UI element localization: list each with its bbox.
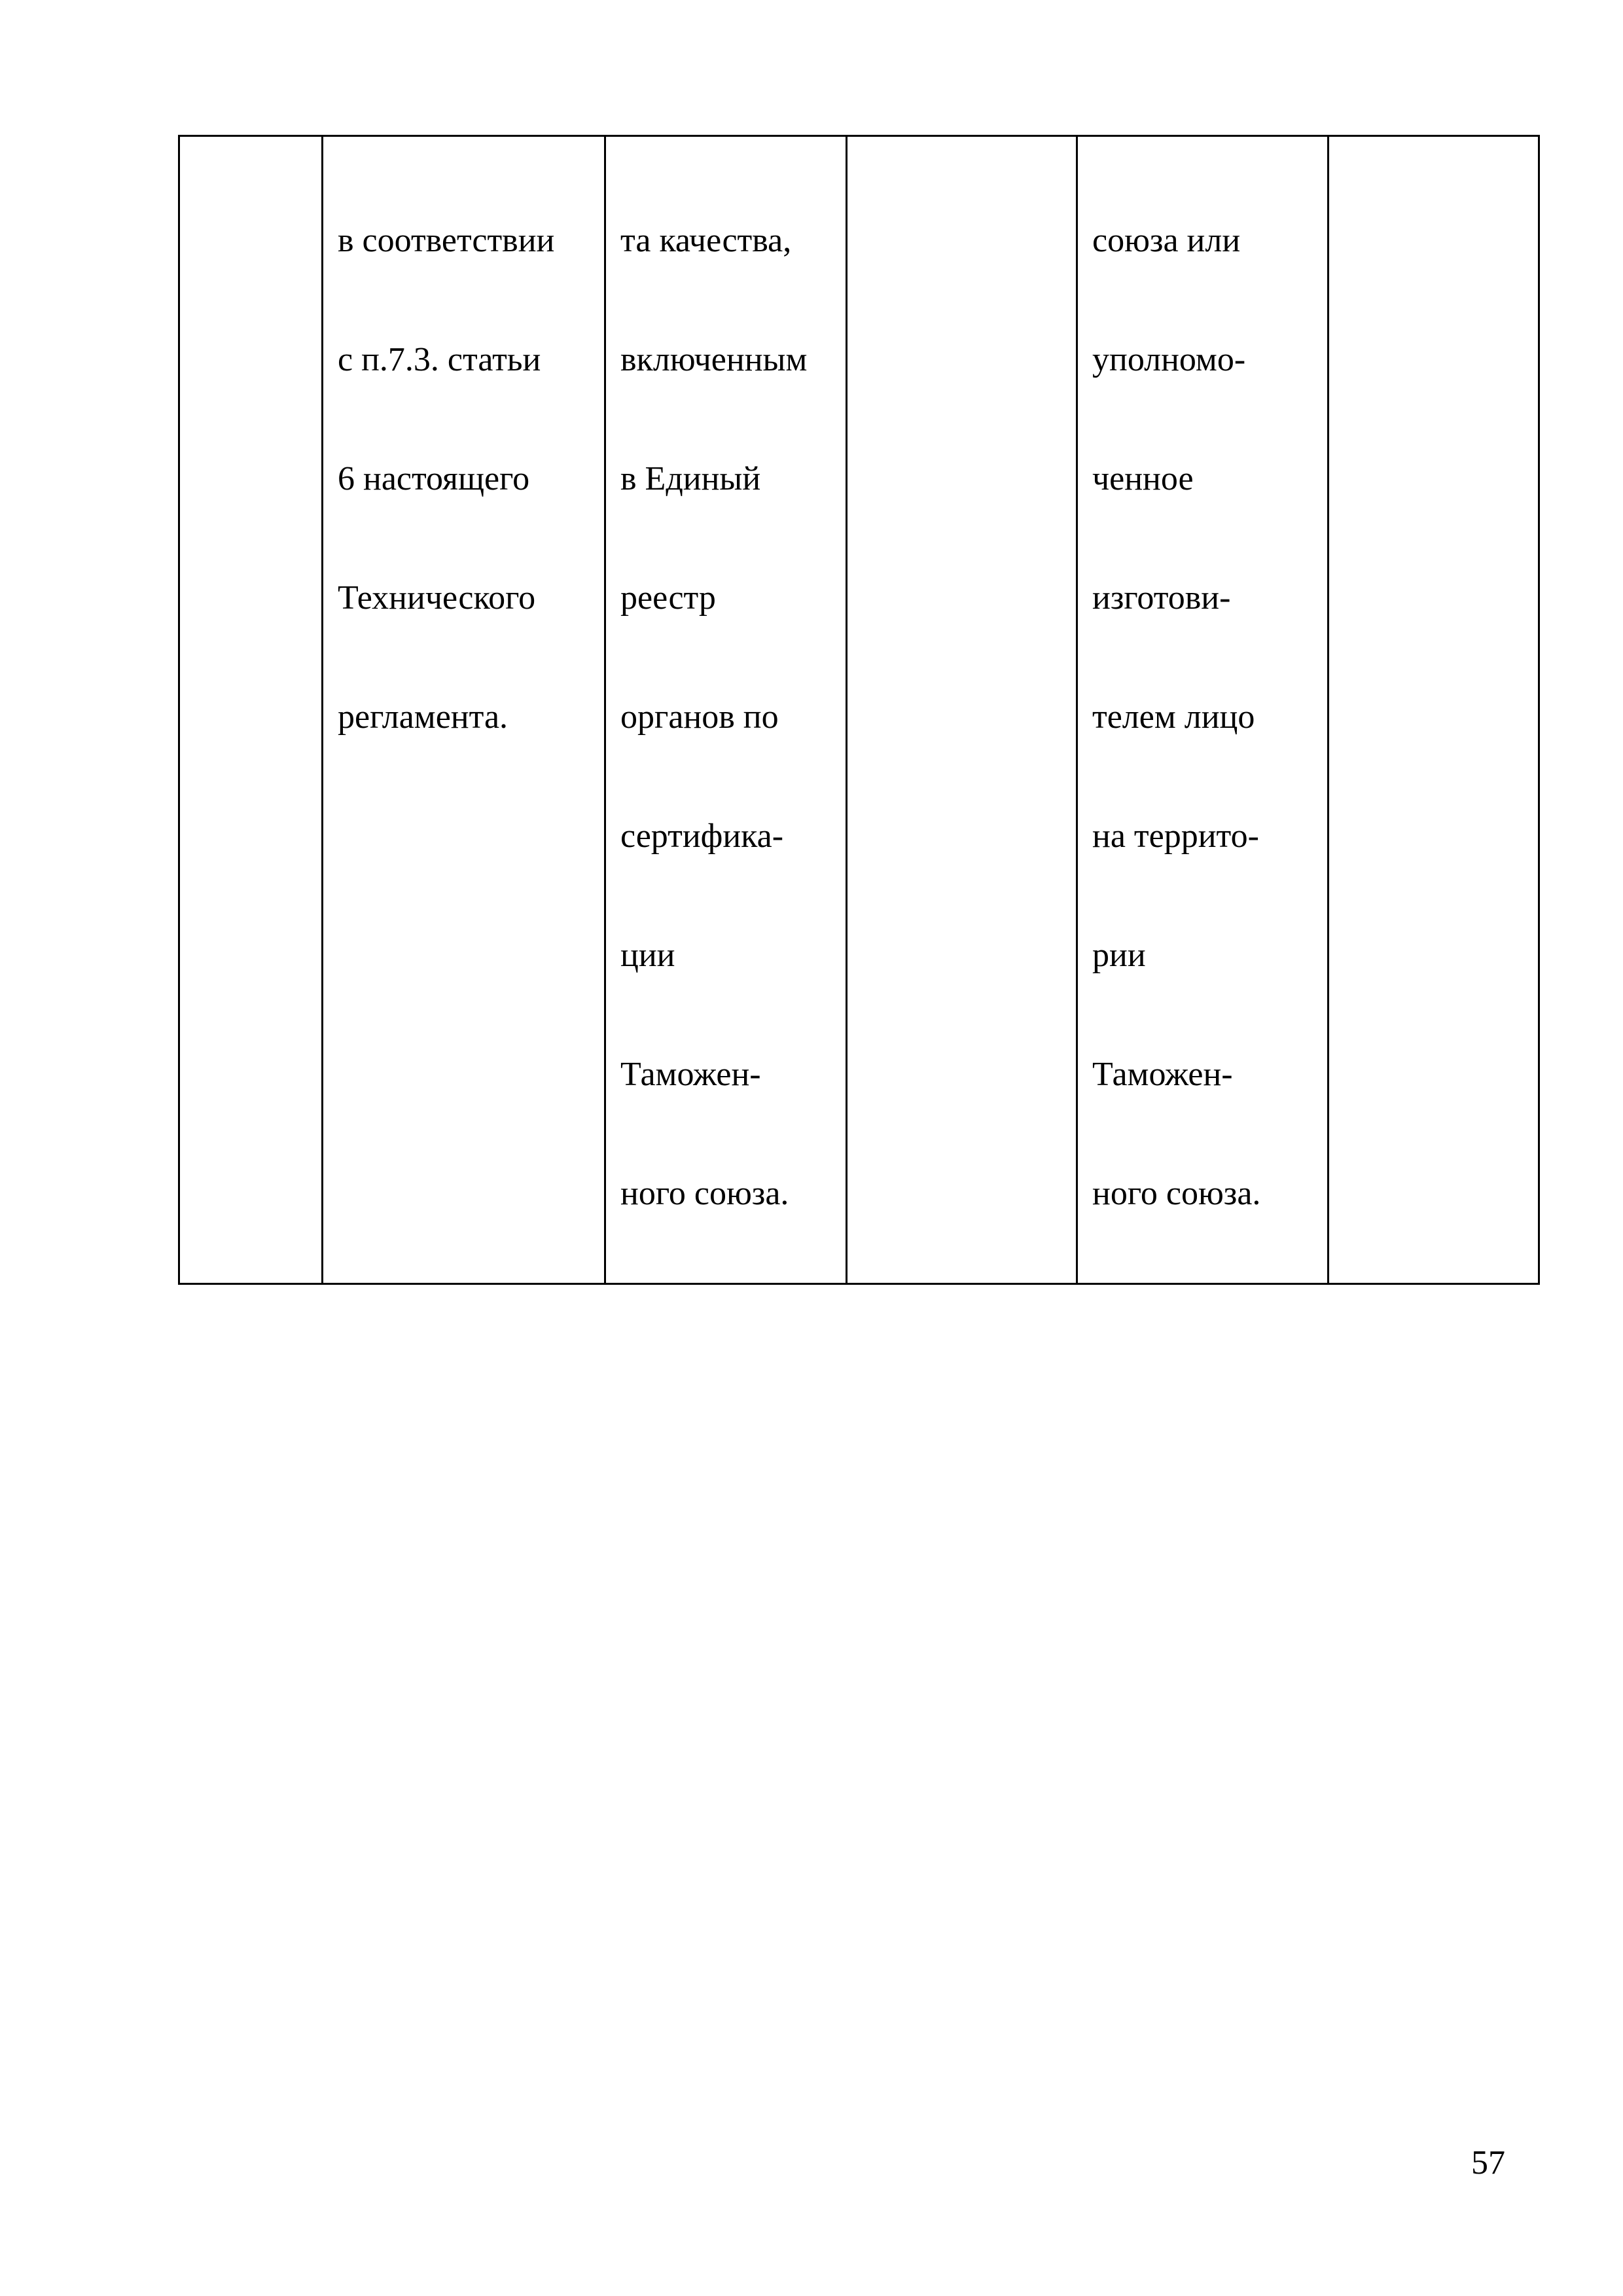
cell-text-line: на террито- [1092,817,1259,855]
cell-text-line: изготови- [1092,579,1231,617]
cell-text-line: Таможен- [620,1056,761,1093]
cell-text-line: с п.7.3. статьи [338,341,541,378]
table-cell-col-6 [1329,136,1539,1284]
cell-text-line: сертифика- [620,817,784,855]
continuation-table [178,135,1540,1285]
cell-text-line: та качества, [620,222,792,259]
table-cell-col-3 [605,136,847,1284]
cell-text-line: ного союза. [620,1175,789,1212]
cell-text-line: в Единый [620,460,761,497]
table-cell-col-1 [179,136,323,1284]
cell-text-line: 6 настоящего [338,460,530,497]
page-number: 57 [1471,2144,1505,2181]
cell-text-line: телем лицо [1092,698,1255,736]
cell-text-line: ции [620,937,675,974]
cell-text-line: ного союза. [1092,1175,1261,1212]
cell-text-line: Таможен- [1092,1056,1233,1093]
cell-text-line: ченное [1092,460,1194,497]
cell-text-line: рии [1092,937,1146,974]
cell-text-line: регламента. [338,698,508,736]
table-cell-col-2 [323,136,605,1284]
cell-text-line: уполномо- [1092,341,1246,378]
cell-text-line: включенным [620,341,808,378]
table-cell-col-4 [847,136,1077,1284]
cell-text-line: в соответствии [338,222,555,259]
table-cell-col-5 [1077,136,1329,1284]
cell-text-line: органов по [620,698,779,736]
cell-text-line: реестр [620,579,716,617]
cell-text-line: союза или [1092,222,1241,259]
table-row [179,136,1539,1284]
cell-text-line: Технического [338,579,536,617]
